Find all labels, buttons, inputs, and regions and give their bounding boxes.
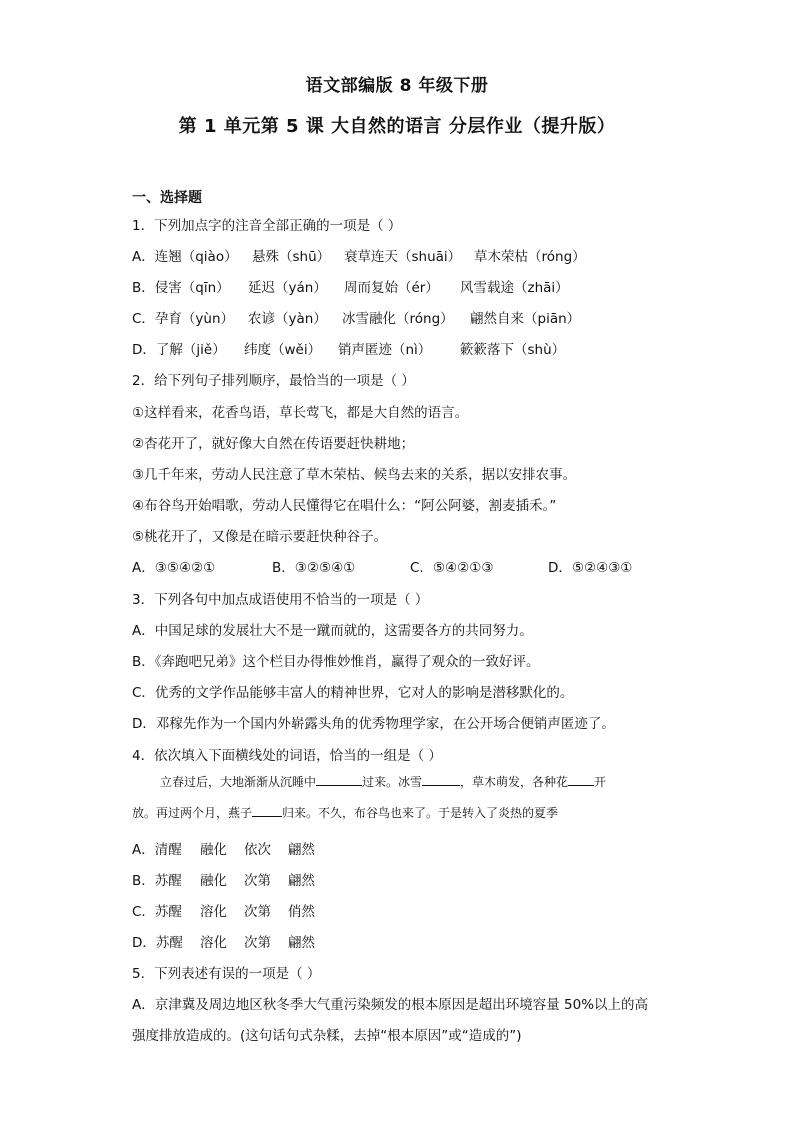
q4-c-2: 溶化 xyxy=(200,904,227,920)
q2-option-c: C．⑤④②①③ xyxy=(410,560,494,576)
q4-blank-1 xyxy=(316,773,362,786)
q4-stem: 4．依次填入下面横线处的词语，恰当的一组是（ ） xyxy=(132,748,442,764)
q3-option-c: C．优秀的文学作品能够丰富人的精神世界，它对人的影响是潜移默化的。 xyxy=(132,685,574,701)
q3-option-a: A．中国足球的发展壮大不是一蹴而就的，这需要各方的共同努力。 xyxy=(132,623,533,639)
q4-passage-part-4: 开 xyxy=(594,775,607,789)
q4-passage-part-5: 放。再过两个月，燕子 xyxy=(132,806,253,820)
q4-b-3: 次第 xyxy=(244,873,271,889)
q1-a-3: 衰草连天（shuāi） xyxy=(344,249,462,265)
q4-passage-part-3: ，草木萌发，各种花 xyxy=(460,775,569,789)
q4-d-2: 溶化 xyxy=(200,935,227,951)
q4-option-c xyxy=(132,900,315,920)
q1-option-c xyxy=(132,307,580,327)
q4-d-1: D．苏醒 xyxy=(132,935,183,951)
q4-d-4: 翩然 xyxy=(288,935,315,951)
q1-d-3: 销声匿迹（nì） xyxy=(338,342,432,358)
q1-c-4: 翩然自来（piān） xyxy=(470,311,581,327)
q1-d-4: 簌簌落下（shù） xyxy=(460,342,566,358)
q1-a-1: A．连翘（qiào） xyxy=(132,249,238,265)
q4-a-3: 依次 xyxy=(244,842,271,858)
q2-sentence-3: ③几千年来，劳动人民注意了草木荣枯、候鸟去来的关系，据以安排农事。 xyxy=(132,467,577,483)
q4-passage-part-2: 过来。冰雪 xyxy=(362,775,423,789)
q4-c-4: 俏然 xyxy=(288,904,315,920)
q2-options xyxy=(132,556,632,576)
q4-b-1: B．苏醒 xyxy=(132,873,182,889)
q1-b-1: B．侵害（qīn） xyxy=(132,280,230,296)
q4-b-2: 融化 xyxy=(200,873,227,889)
q4-c-3: 次第 xyxy=(244,904,271,920)
q4-b-4: 翩然 xyxy=(288,873,315,889)
q4-passage-part-1: 立春过后，大地渐渐从沉睡中 xyxy=(160,775,317,789)
q3-option-b: B．《奔跑吧兄弟》这个栏目办得惟妙惟肖，赢得了观众的一致好评。 xyxy=(132,654,540,670)
q1-option-a xyxy=(132,245,586,265)
q2-sentence-1: ①这样看来，花香鸟语，草长莺飞，都是大自然的语言。 xyxy=(132,405,469,421)
q2-sentence-2: ②杏花开了，就好像大自然在传语要赶快耕地； xyxy=(132,436,415,452)
q2-stem: 2．给下列句子排列顺序，最恰当的一项是（ ） xyxy=(132,373,415,389)
q2-sentence-4: ④布谷鸟开始唱歌，劳动人民懂得它在唱什么：“阿公阿婆，割麦插禾。” xyxy=(132,498,557,514)
q4-option-a xyxy=(132,838,315,858)
q2-sentence-5: ⑤桃花开了，又像是在暗示要赶快种谷子。 xyxy=(132,529,388,545)
q2-option-b: B．③②⑤④① xyxy=(272,560,356,576)
q4-passage-line-1 xyxy=(160,767,662,797)
q4-a-1: A．清醒 xyxy=(132,842,182,858)
q1-option-d xyxy=(132,338,565,358)
q4-c-1: C．苏醒 xyxy=(132,904,182,920)
q1-a-4: 草木荣枯（róng） xyxy=(474,249,586,265)
q1-c-1: C．孕育（yùn） xyxy=(132,311,235,327)
q4-passage-line-2 xyxy=(132,798,662,828)
q3-option-d: D．邓稼先作为一个国内外崭露头角的优秀物理学家，在公开场合便销声匿迹了。 xyxy=(132,716,615,732)
q4-option-b xyxy=(132,869,315,889)
document-title: 语文部编版 8 年级下册 xyxy=(305,76,489,96)
q4-a-4: 翩然 xyxy=(288,842,315,858)
q1-c-2: 农谚（yàn） xyxy=(248,311,327,327)
section-heading: 一、选择题 xyxy=(132,190,202,206)
q5-option-a-line-1: A．京津冀及周边地区秋冬季大气重污染频发的根本原因是超出环境容量 50%以上的高 xyxy=(132,997,649,1013)
document-subtitle: 第 1 单元第 5 课 大自然的语言 分层作业（提升版） xyxy=(178,116,616,137)
q4-option-d xyxy=(132,931,315,951)
q2-option-d: D．⑤②④③① xyxy=(548,560,633,576)
q1-a-2: 悬殊（shū） xyxy=(252,249,331,265)
q1-c-3: 冰雪融化（róng） xyxy=(342,311,454,327)
q4-d-3: 次第 xyxy=(244,935,271,951)
q1-b-2: 延迟（yán） xyxy=(248,280,327,296)
q1-d-1: D．了解（jiě） xyxy=(132,342,226,358)
q1-option-b xyxy=(132,276,569,296)
q1-b-3: 周而复始（ér） xyxy=(344,280,439,296)
q4-a-2: 融化 xyxy=(200,842,227,858)
q1-d-2: 纬度（wěi） xyxy=(244,342,322,358)
q1-stem: 1．下列加点字的注音全部正确的一项是（ ） xyxy=(132,218,402,234)
q5-stem: 5．下列表述有误的一项是（ ） xyxy=(132,966,321,982)
q1-b-4: 风雪载途（zhāi） xyxy=(460,280,569,296)
q4-blank-4 xyxy=(252,804,282,817)
q4-blank-3 xyxy=(568,773,594,786)
q4-passage-part-6: 归来。不久，布谷鸟也来了。于是转入了炎热的夏季 xyxy=(282,806,559,820)
q2-option-a: A．③⑤④②① xyxy=(132,560,216,576)
q5-option-a-line-2: 强度排放造成的。(这句话句式杂糅，去掉“根本原因”或“造成的”) xyxy=(132,1028,522,1044)
q4-blank-2 xyxy=(422,773,460,786)
q3-stem: 3．下列各句中加点成语使用不恰当的一项是（ ） xyxy=(132,592,429,608)
